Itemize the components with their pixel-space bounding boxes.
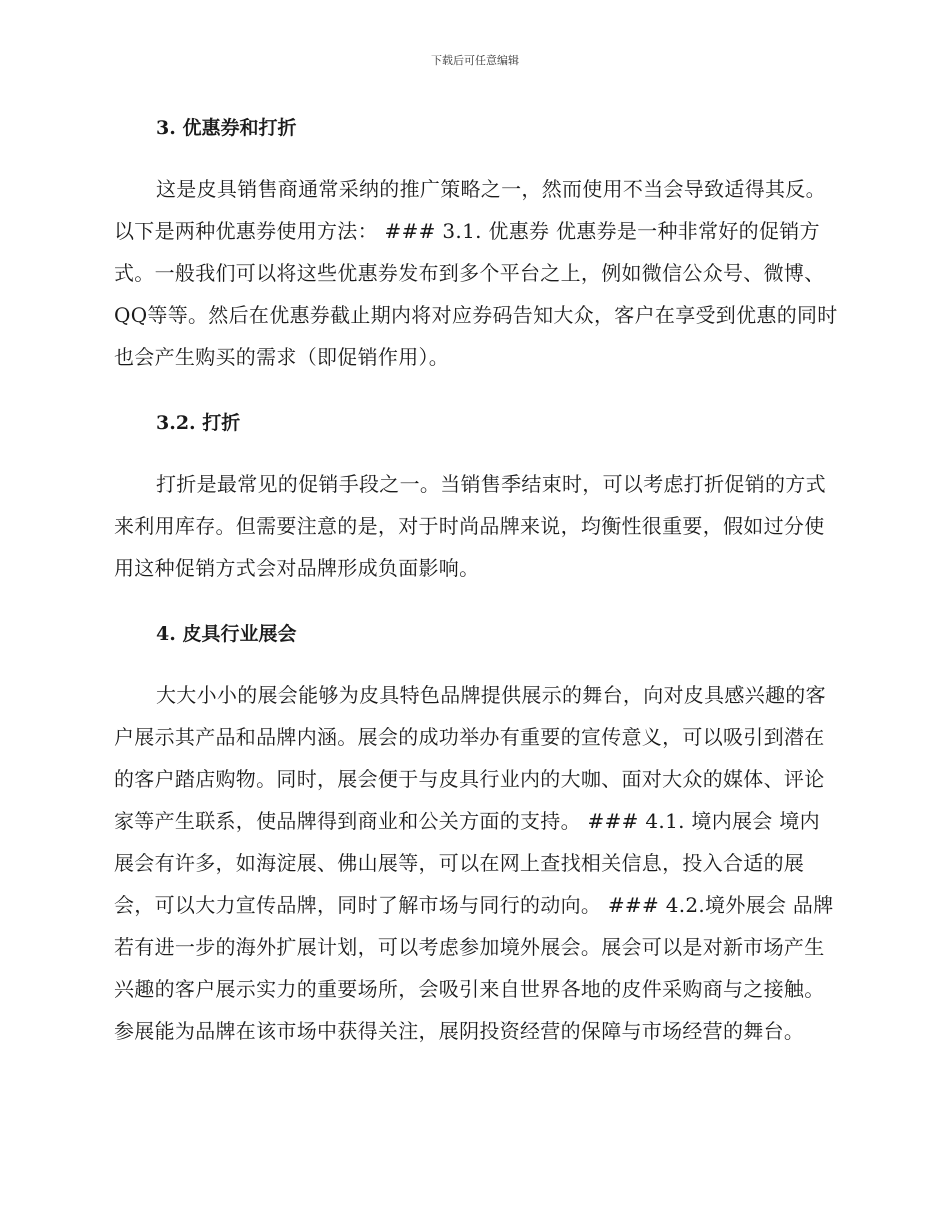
section-heading-coupons-discounts: 3. 优惠券和打折 [156,117,297,139]
section-paragraph-coupons: 这是皮具销售商通常采纳的推广策略之一，然而使用不当会导致适得其反。以下是两种优惠券使用方法： ### 3.1. 优惠券 优惠券是一种非常好的促销方式。一般我们可以将这些优惠券发布到多个平台之上，例如微信公众号、微博、QQ等等。然后在优惠券截止期内将对应券码告知大众，客户在享受到优惠的同时也会产生购买的需求（即促销作用）。 [114,177,838,369]
page-header: 下载后可任意编辑 [431,54,519,67]
section-heading-discount: 3.2. 打折 [156,412,241,434]
section-heading-trade-shows: 4. 皮具行业展会 [156,623,297,645]
section-paragraph-discount: 打折是最常见的促销手段之一。当销售季结束时，可以考虑打折促销的方式来利用库存。但需要注意的是，对于时尚品牌来说，均衡性很重要，假如过分使用这种促销方式会对品牌形成负面影响。 [114,472,826,580]
document-body [114,110,838,1052]
section-paragraph-trade-shows: 大大小小的展会能够为皮具特色品牌提供展示的舞台，向对皮具感兴趣的客户展示其产品和品牌内涵。展会的成功举办有重要的宣传意义，可以吸引到潜在的客户踏店购物。同时，展会便于与皮具行业内的大咖、面对大众的媒体、评论家等产生联系，使品牌得到商业和公关方面的支持。 ### 4.1. 境内展会 境内展会有许多，如海淀展、佛山展等，可以在网上查找相关信息，投入合适的展会，可以大力宣传品牌，同时了解市场与同行的动向。 ### 4.2.境外展会 品牌若有进一步的海外扩展计划，可以考虑参加境外展会。展会可以是对新市场产生兴趣的客户展示实力的重要场所，会吸引来自世界各地的皮件采购商与之接触。参展能为品牌在该市场中获得关注，展阴投资经营的保障与市场经营的舞台。 [114,683,834,1043]
